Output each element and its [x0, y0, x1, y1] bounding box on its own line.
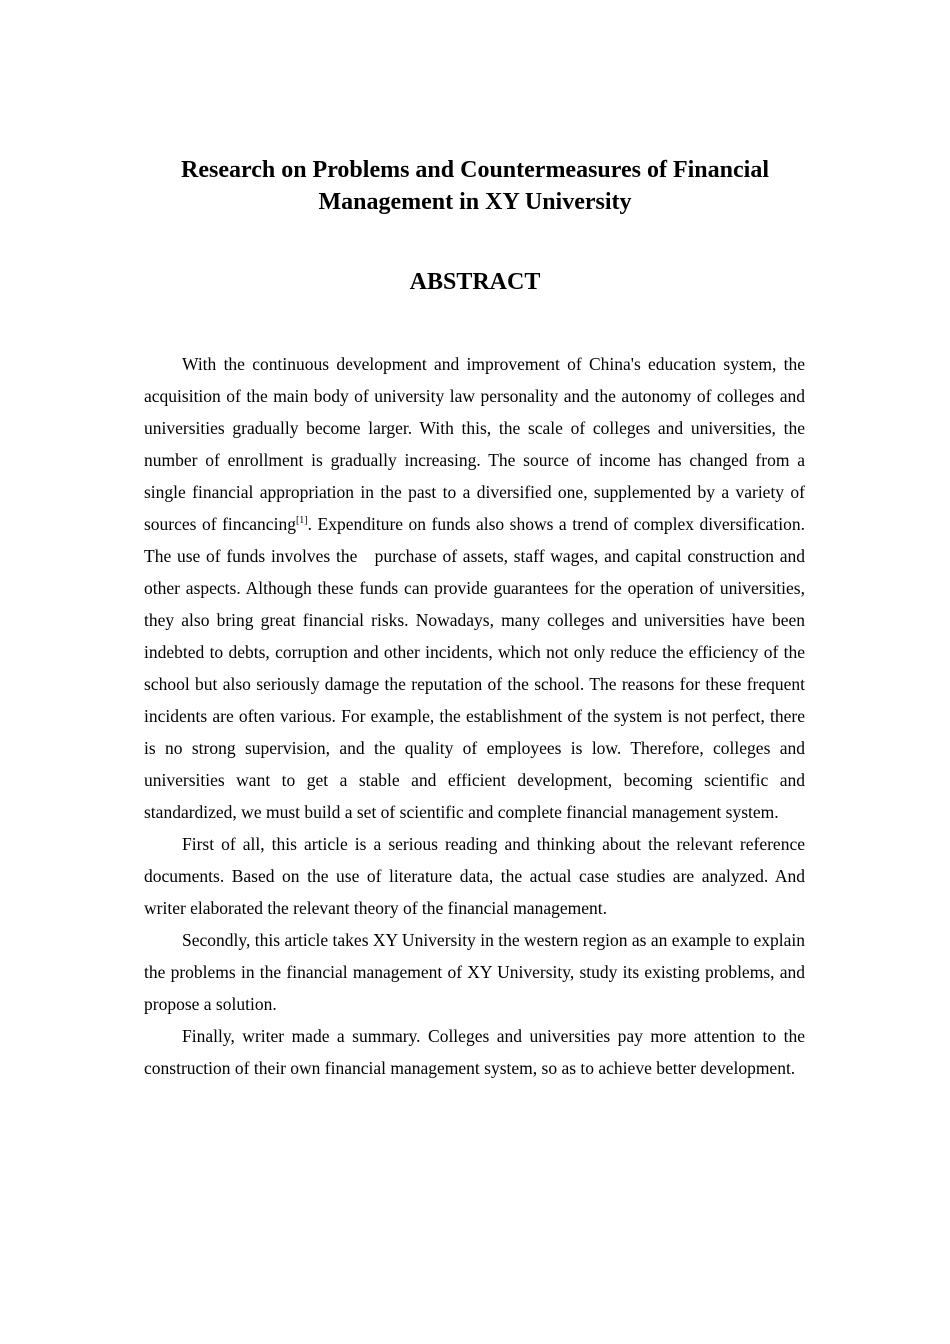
paragraph-text: With the continuous development and improvement of China's education system, the acquisition of the main body of university law personality and the autonomy of colleges and universities gradually become larger. With this, the scale of colleges and universities, the number of enrollment is gradually increasing. The source of income has changed from a single financial appropriation in the past to a diversified one, supplemented by a variety of sources of fincancing [144, 354, 810, 534]
citation-marker: [1] [295, 515, 308, 526]
abstract-paragraph-1 [144, 348, 810, 828]
paper-title-line-1: Research on Problems and Countermeasures of Financial [181, 157, 769, 183]
abstract-body [144, 348, 810, 1084]
paper-title-line-2: Management in XY University [318, 189, 632, 215]
abstract-paragraph-3: Secondly, this article takes XY University in the western region as an example to explain the problems in the financial management of XY University, study its existing problems, and propose a solution. [144, 930, 810, 1014]
abstract-paragraph-4: Finally, writer made a summary. Colleges and universities pay more attention to the construction of their own financial management system, so as to achieve better development. [144, 1026, 810, 1078]
paragraph-text: . Expenditure on funds also shows a trend of complex diversification. The use of funds involves the purchase of assets, staff wages, and capital construction and other aspects. Although these funds can provide guarantees for the operation of universities, they also bring great financial risks. Nowadays, many colleges and universities have been indebted to debts, corruption and other incidents, which not only reduce the efficiency of the school but also seriously damage the reputation of the school. The reasons for these frequent incidents are often various. For example, the establishment of the system is not perfect, there is no strong supervision, and the quality of employees is low. Therefore, colleges and universities want to get a stable and efficient development, becoming scientific and standardized, we must build a set of scientific and complete financial management system. [144, 514, 810, 822]
abstract-paragraph-2: First of all, this article is a serious reading and thinking about the relevant reference documents. Based on the use of literature data, the actual case studies are analyzed. And writer elaborated the relevant theory of the financial management. [144, 834, 810, 918]
paper-title [140, 154, 810, 218]
abstract-heading: ABSTRACT [409, 269, 541, 295]
